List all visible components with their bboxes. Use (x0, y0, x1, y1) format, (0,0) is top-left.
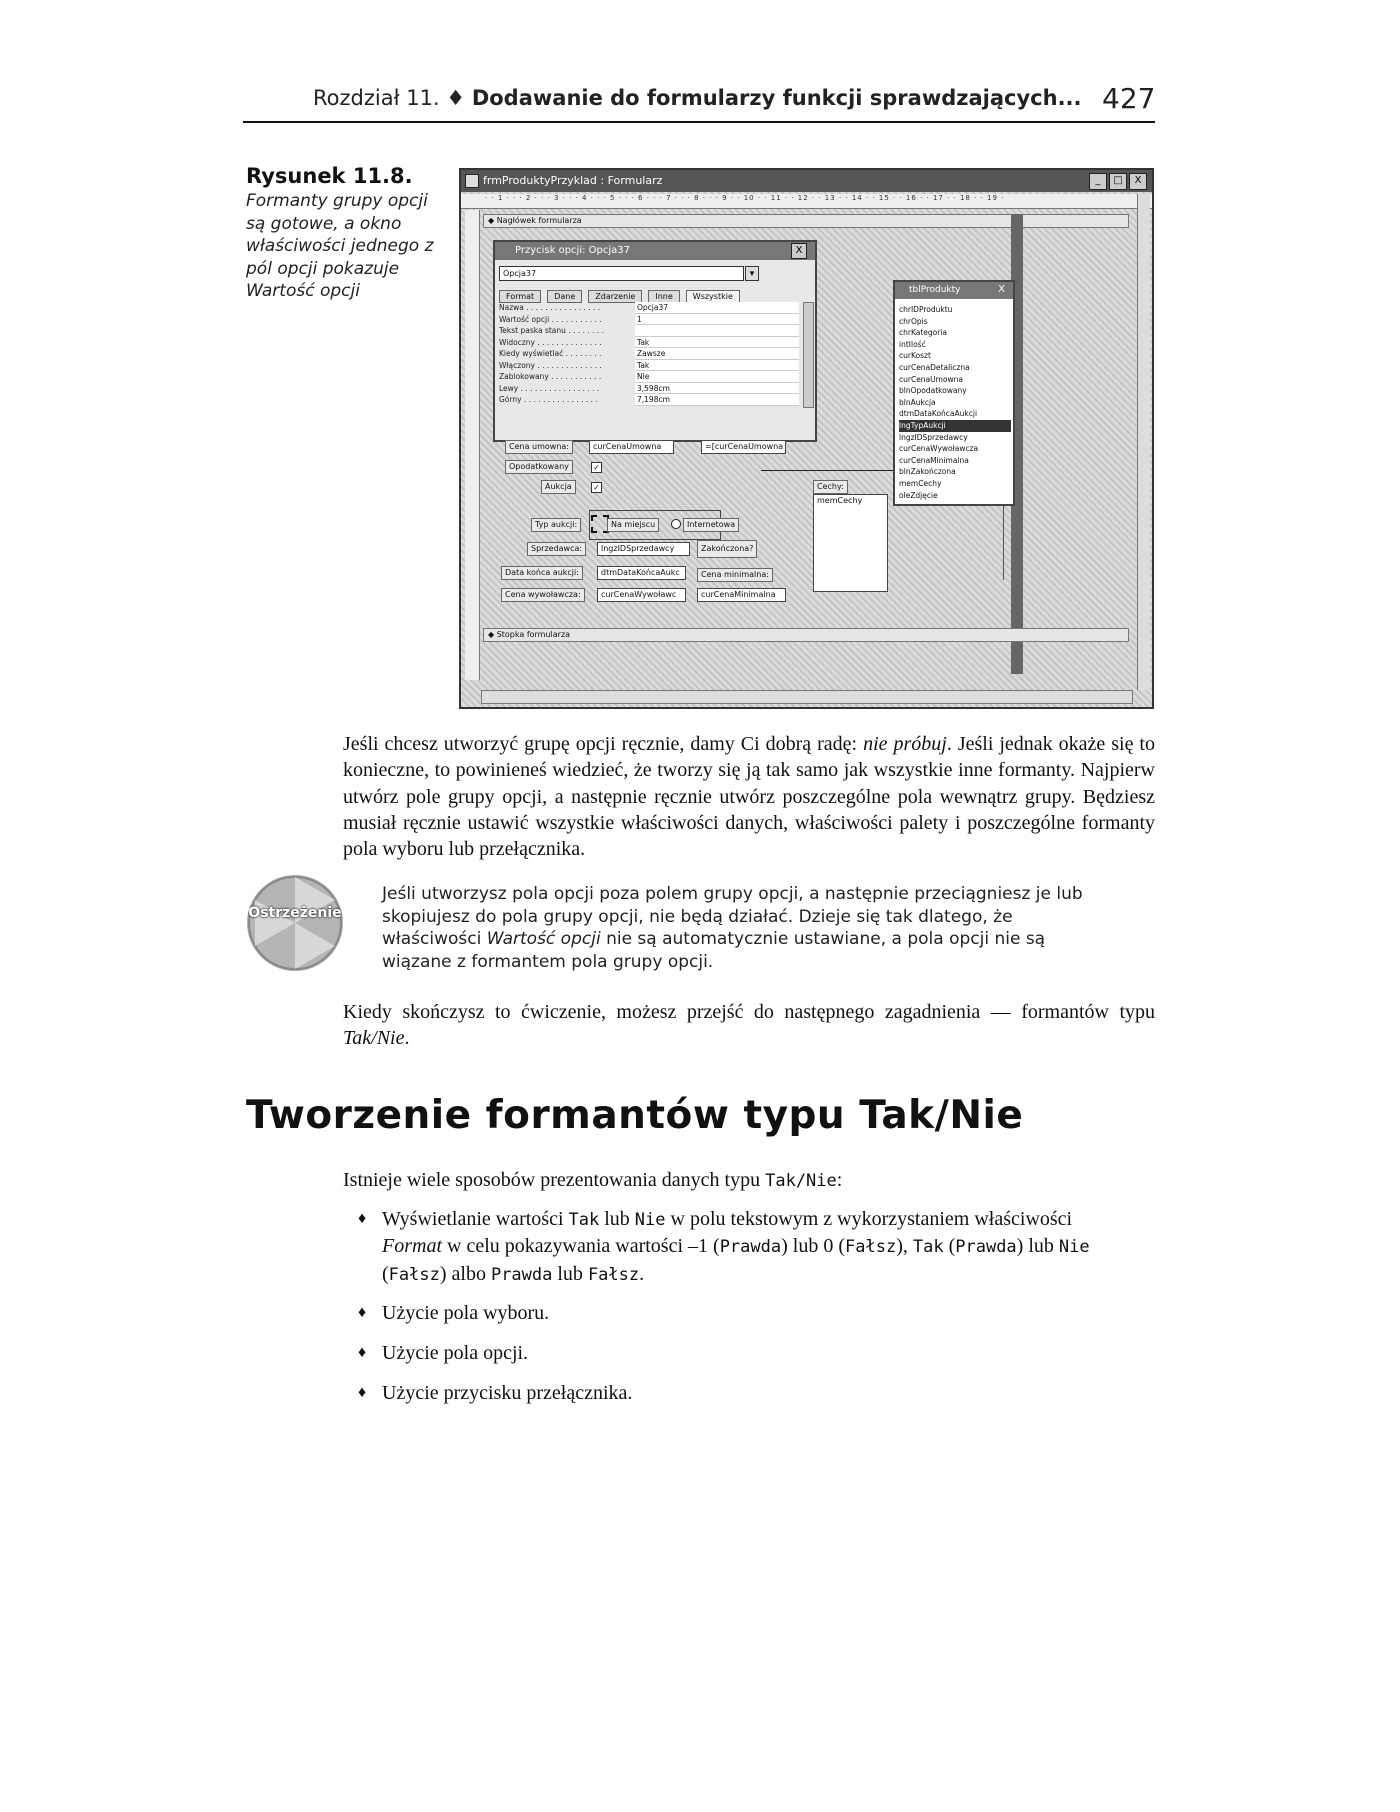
field-list-item[interactable]: blnZakończona (899, 467, 956, 477)
section-heading: Tworzenie formantów typu Tak/Nie (246, 1093, 1024, 1138)
data-konca-label[interactable]: Data końca aukcji: (501, 566, 583, 580)
paragraph-1 (343, 731, 1155, 862)
property-row[interactable] (499, 383, 799, 395)
paragraph-2 (343, 999, 1155, 1052)
property-row[interactable] (499, 325, 799, 337)
paragraph-1-emphasis: nie próbuj (863, 733, 947, 755)
sprzedawca-label[interactable]: Sprzedawca: (527, 542, 586, 556)
property-value[interactable]: Tak (635, 337, 799, 349)
property-row[interactable] (499, 348, 799, 360)
close-button[interactable]: X (1129, 173, 1147, 190)
field-list-item[interactable]: oleZdjęcie (899, 490, 938, 500)
property-name: Widoczny . . . . . . . . . . . . . . (499, 337, 602, 347)
bullet-marker: ♦ (358, 1210, 367, 1227)
property-name: Wartość opcji . . . . . . . . . . . (499, 314, 602, 324)
bullet-text: Użycie przycisku przełącznika. (382, 1382, 633, 1404)
property-row[interactable] (499, 394, 799, 406)
field-list-item[interactable]: curCenaUmowna (899, 374, 964, 384)
bullet-text: Wyświetlanie wartości Tak lub Nie w polu tekstowym z wykorzystaniem właściwości Format w celu pokazywania wartości –1 (Prawda) lub 0 (Fałsz), Tak (Prawda) lub Nie (Fałsz) albo Prawda lub Fałsz. (382, 1208, 1090, 1285)
tab-wszystkie[interactable]: Wszystkie (686, 290, 740, 303)
property-row[interactable] (499, 371, 799, 383)
field-list-item[interactable]: curKoszt (899, 351, 931, 361)
paragraph-1-text: Jeśli chcesz utworzyć grupę opcji ręcznie, damy Ci dobrą radę: (343, 733, 864, 755)
property-value[interactable]: Tak (635, 360, 799, 372)
figure-caption: Formanty grupy opcji są gotowe, a okno właściwości jednego z pól opcji pokazuje Wartość opcji (246, 191, 434, 301)
property-name: Górny . . . . . . . . . . . . . . . . (499, 395, 598, 404)
intro-end: : (836, 1169, 843, 1191)
typ-aukcji-label[interactable]: Typ aukcji: (531, 518, 581, 532)
warning-emphasis: Wartość opcji (486, 929, 601, 949)
properties-close-icon[interactable]: X (791, 243, 807, 259)
form-window-titlebar (461, 170, 1152, 192)
object-combo[interactable]: Opcja37 (499, 266, 744, 281)
field-list-item[interactable]: lngzIDSprzedawcy (899, 432, 968, 442)
intro-code: Tak/Nie (765, 1171, 837, 1191)
property-value[interactable]: 7,198cm (635, 394, 799, 406)
property-row[interactable] (499, 337, 799, 349)
tab-inne[interactable]: Inne (648, 290, 679, 303)
paragraph-2-end: . (404, 1027, 410, 1050)
paragraph-2-text: Kiedy skończysz to ćwiczenie, możesz przejść do następnego zagadnienia — formantów typu (343, 1001, 1155, 1023)
bullet-marker: ♦ (358, 1304, 367, 1321)
horizontal-ruler (461, 194, 1152, 209)
tab-dane[interactable]: Dane (547, 290, 582, 303)
paragraph-1-rest: . Jeśli jednak okaże się to konieczne, to powinieneś wiedzieć, że tworzy się ją tak samo jak wszystkie inne formanty. Najpierw utwórz pole grupy opcji, a następnie ręcznie utwórz poszczególne pola wewnątrz grupy. Będziesz musiał ręcznie ustawić wszystkie właściwości danych, właściwości palety i poszczególne formanty pola wyboru lub przełącznika. (343, 733, 1155, 861)
properties-scrollbar[interactable] (803, 302, 814, 408)
vertical-scrollbar[interactable] (1137, 194, 1150, 690)
maximize-button[interactable]: □ (1109, 173, 1127, 190)
sprzedawca-field[interactable]: lngzIDSprzedawcy (597, 542, 690, 556)
properties-title: Przycisk opcji: Opcja37 (515, 245, 631, 256)
field-list-title: tblProdukty (909, 285, 961, 295)
intro-paragraph (343, 1167, 1155, 1194)
field-list-item[interactable]: memCechy (899, 478, 942, 488)
na-miejscu-label[interactable]: Na miejscu (607, 518, 659, 532)
aukcja-checkbox[interactable]: ✓ (591, 482, 602, 493)
property-name: Tekst paska stanu . . . . . . . . (499, 326, 605, 335)
property-value[interactable]: 1 (635, 314, 799, 326)
property-row[interactable] (499, 314, 799, 326)
property-name: Kiedy wyświetlać . . . . . . . . (499, 349, 602, 358)
warning-icon (247, 875, 343, 971)
opodatkowany-checkbox[interactable]: ✓ (591, 462, 602, 473)
field-list-item[interactable]: blnOpodatkowany (899, 386, 967, 396)
cena-wywolawcza-field[interactable]: curCenaWywoławc (597, 588, 686, 602)
paragraph-2-emphasis: Tak/Nie (343, 1027, 405, 1050)
property-value[interactable]: Zawsze (635, 348, 799, 360)
figure-label: Rysunek 11.8. (246, 164, 413, 188)
field-list-item[interactable]: curCenaDetaliczna (899, 362, 970, 372)
cena-minimalna-field[interactable]: curCenaMinimalna (697, 588, 786, 602)
form-window-title: frmProduktyPrzyklad : Formularz (483, 174, 663, 187)
zakonczona-label[interactable]: Zakończona? (697, 540, 757, 558)
bullet-marker: ♦ (358, 1344, 367, 1361)
property-name: Włączony . . . . . . . . . . . . . . (499, 360, 602, 370)
cena-umowna-calc[interactable]: =[curCenaUmowna (701, 440, 786, 454)
ruler-ticks: · · 1 · · · 2 · · · 3 · · · 4 · · · 5 · · · 6 · · · 7 · · · 8 · · · 9 · · 10 · · 11 · · 12 · · 13 · · 14 · · 15 · · 16 · · 17 · · 18 · · 19 · (485, 194, 1005, 202)
property-value[interactable] (635, 325, 799, 337)
properties-grid (499, 302, 799, 406)
cena-wywolawcza-label[interactable]: Cena wywoławcza: (501, 588, 585, 602)
warning-text (382, 883, 1092, 973)
bullet-text: Użycie pola opcji. (382, 1342, 529, 1364)
horizontal-scrollbar[interactable] (481, 690, 1133, 704)
running-header (313, 86, 1082, 110)
internetowa-radio[interactable] (671, 519, 681, 529)
warning-icon-label: Ostrzeżenie (248, 905, 342, 921)
aukcja-label[interactable]: Aukcja (541, 480, 576, 494)
property-row[interactable] (499, 302, 799, 314)
properties-titlebar (495, 242, 815, 260)
opodatkowany-label[interactable]: Opodatkowany (505, 460, 573, 474)
warning-text-b: nie są automatycznie ustawiane, a pola opcji nie są wiązane z formantem pola grupy opcji. (382, 929, 1046, 972)
field-list-item[interactable]: chrOpis (899, 316, 928, 326)
property-value[interactable]: Opcja37 (635, 302, 799, 314)
field-list-item[interactable]: intIlość (899, 339, 926, 349)
tab-zdarzenie[interactable]: Zdarzenie (588, 290, 642, 303)
property-value[interactable]: 3,598cm (635, 383, 799, 395)
figure-screenshot (459, 168, 1154, 709)
field-list-item[interactable]: lngTypAukcji (899, 420, 1011, 432)
property-name: Zablokowany . . . . . . . . . . . (499, 372, 602, 381)
property-row[interactable] (499, 360, 799, 372)
field-list-item[interactable]: curCenaWywoławcza (899, 444, 979, 454)
cena-minimalna-label[interactable]: Cena minimalna: (697, 568, 773, 582)
chapter-prefix: Rozdział 11. ♦ (313, 86, 466, 110)
cechy-label[interactable]: Cechy: (813, 480, 848, 494)
vertical-ruler (465, 210, 480, 680)
internetowa-label[interactable]: Internetowa (683, 518, 739, 532)
warning-text-a: Jeśli utworzysz pola opcji poza polem grupy opcji, a następnie przeciągniesz je lub skopiujesz do pola grupy opcji, nie będą działać. Dzieje się tak dlatego, że właściwości (382, 884, 1083, 949)
field-list-item[interactable]: chrIDProduktu (899, 305, 953, 314)
bullet-marker: ♦ (358, 1384, 367, 1401)
page-number: 427 (1102, 82, 1156, 115)
chevron-down-icon[interactable]: ▼ (745, 266, 759, 281)
cena-umowna-field[interactable]: curCenaUmowna (589, 440, 674, 454)
field-list-window (893, 280, 1015, 506)
form-header-section[interactable]: ◆ Nagłówek formularza (483, 214, 1129, 228)
field-list (899, 304, 1011, 501)
field-list-item[interactable]: dtmDataKońcaAukcji (899, 409, 978, 419)
header-rule (243, 121, 1155, 123)
properties-window (493, 240, 817, 442)
intro-text: Istnieje wiele sposobów prezentowania danych typu (343, 1169, 766, 1191)
field-list-close-icon[interactable]: X (998, 284, 1005, 295)
bullet-text: Użycie pola wyboru. (382, 1302, 550, 1324)
field-list-item[interactable]: curCenaMinimalna (899, 455, 969, 465)
field-list-item[interactable]: chrKategoria (899, 328, 948, 338)
form-icon (465, 174, 479, 188)
field-list-item[interactable]: blnAukcja (899, 397, 936, 407)
chapter-title: Dodawanie do formularzy funkcji sprawdzających... (471, 86, 1082, 110)
cena-umowna-label[interactable]: Cena umowna: (505, 440, 573, 454)
property-value[interactable]: Nie (635, 371, 799, 383)
minimize-button[interactable]: _ (1089, 173, 1107, 190)
data-konca-field[interactable]: dtmDataKońcaAukc (597, 566, 686, 580)
tab-format[interactable]: Format (499, 290, 541, 303)
property-name: Nazwa . . . . . . . . . . . . . . . . (499, 303, 601, 312)
property-name: Lewy . . . . . . . . . . . . . . . . . (499, 383, 600, 393)
cechy-field[interactable]: memCechy (813, 494, 888, 592)
form-footer-section[interactable]: ◆ Stopka formularza (483, 628, 1129, 642)
